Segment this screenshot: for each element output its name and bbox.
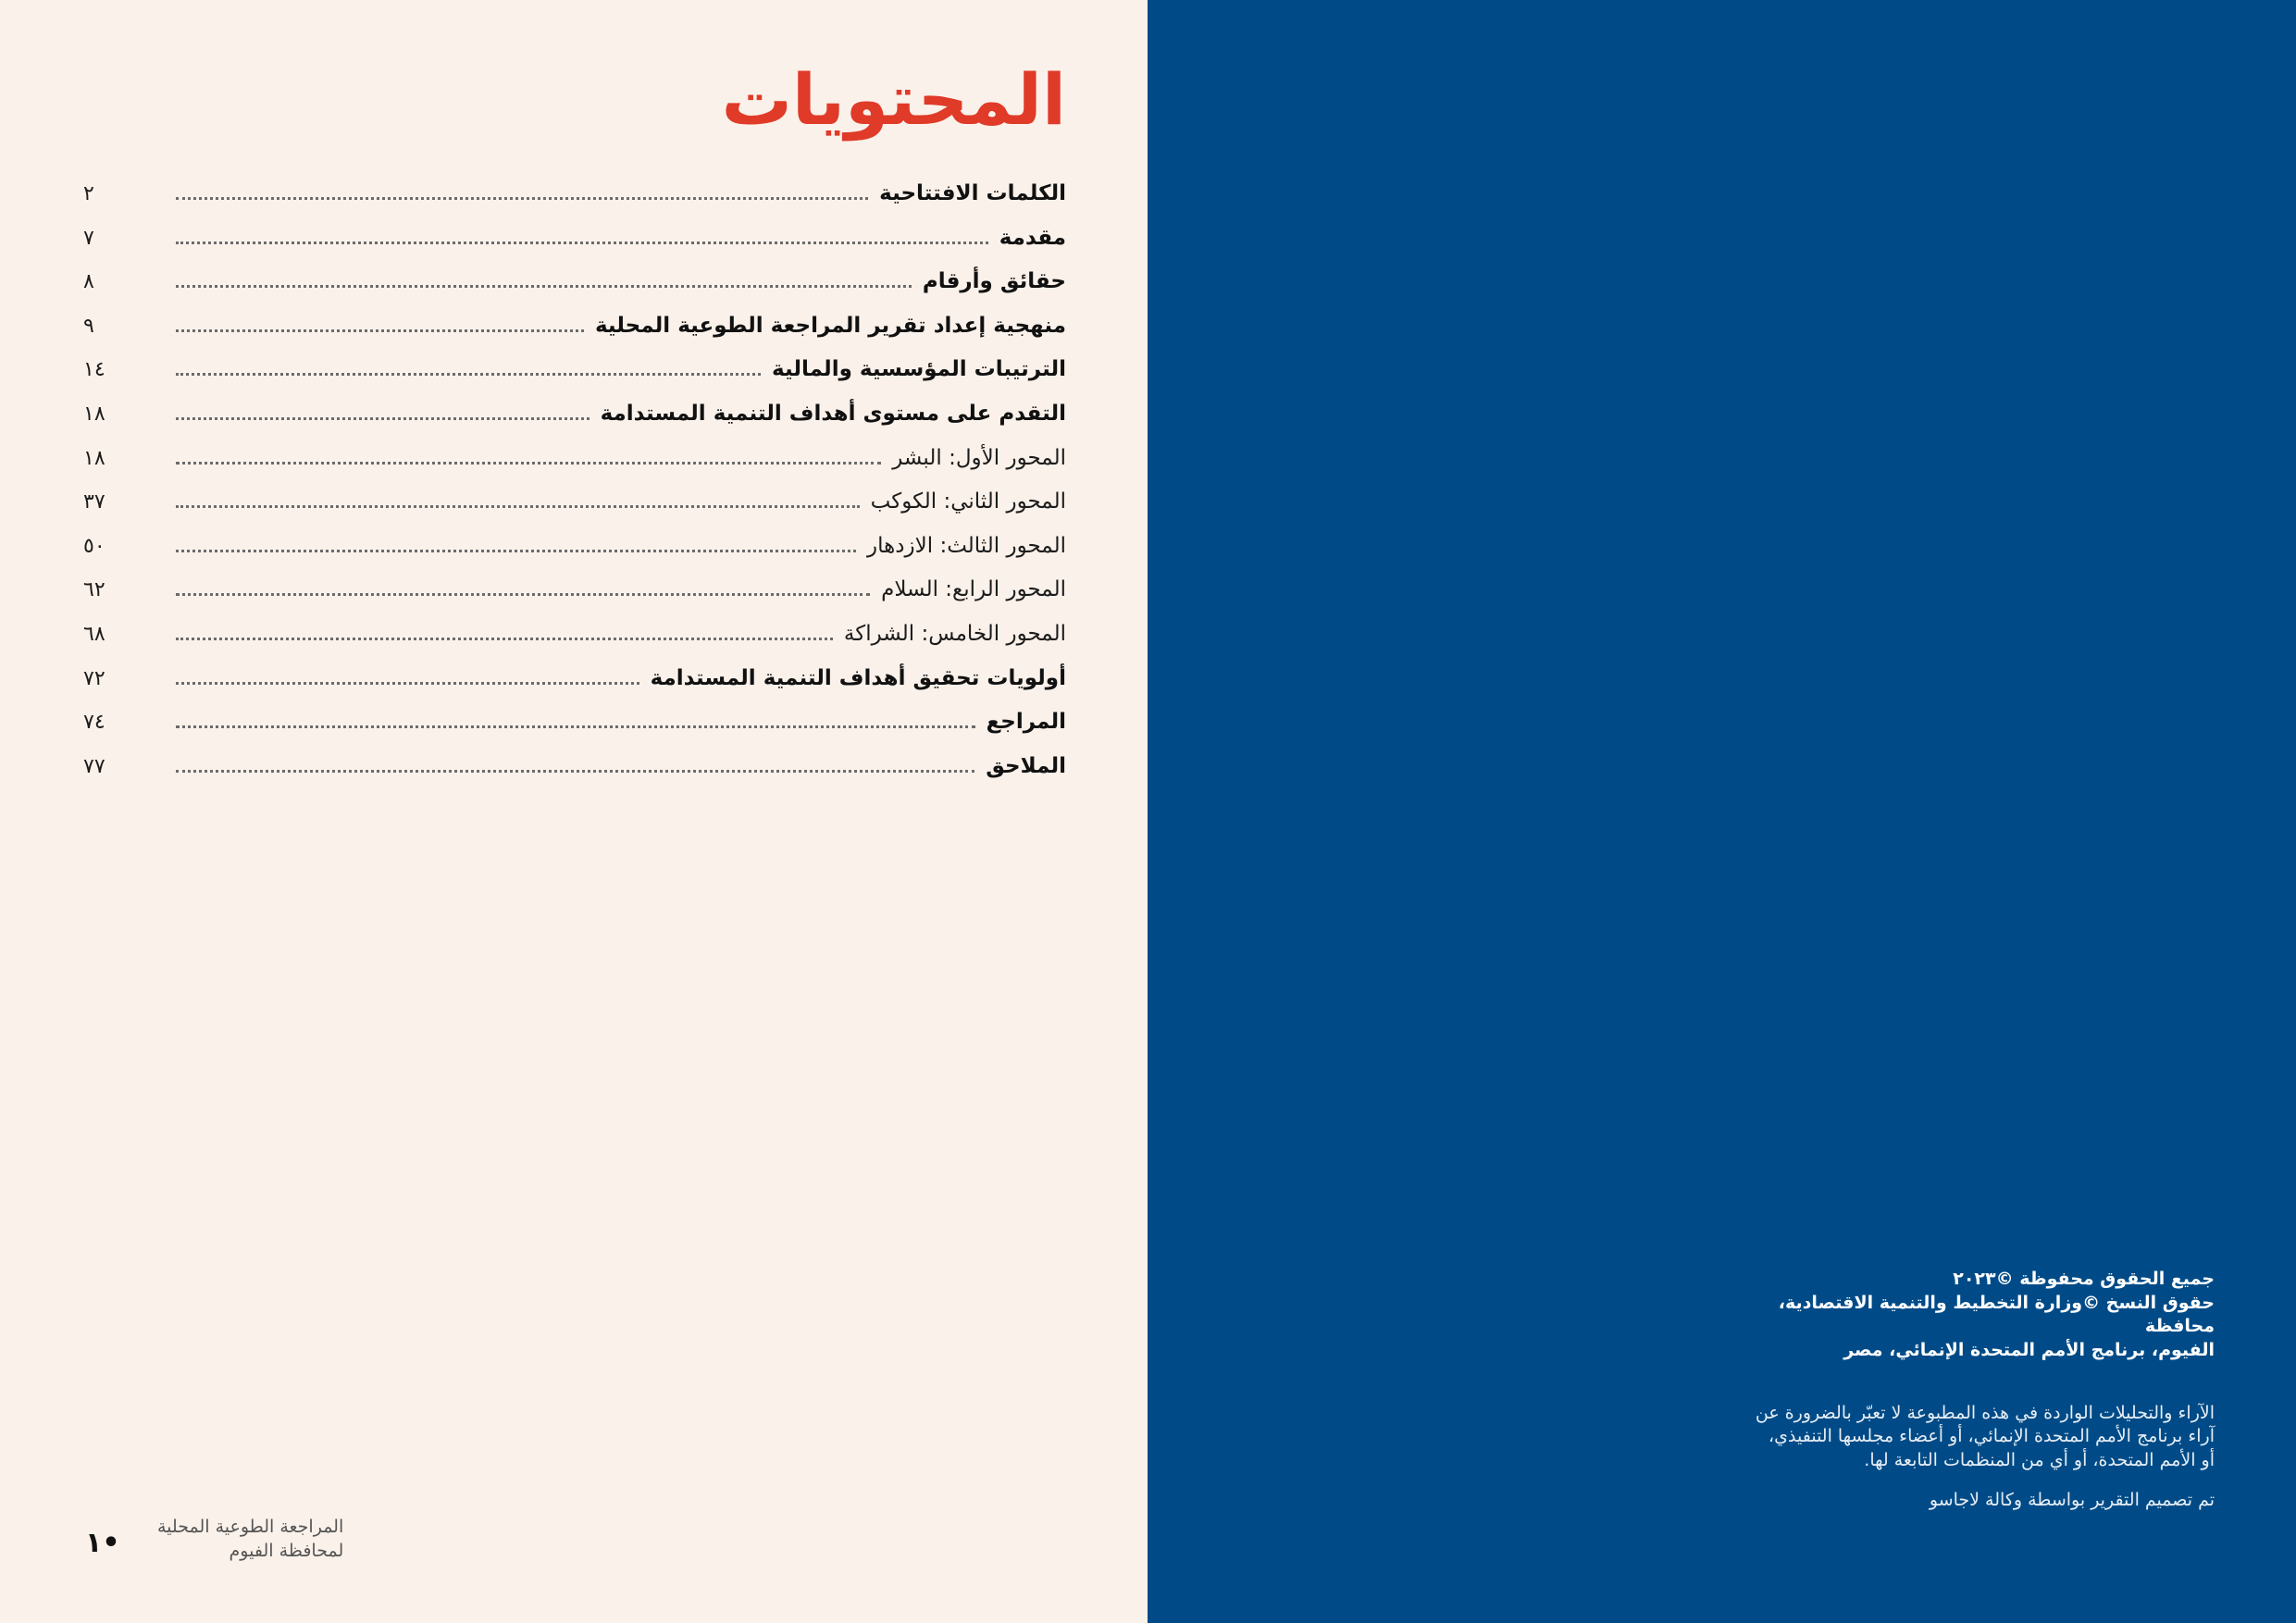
toc-entry-page: ٢ xyxy=(83,182,94,205)
toc-entry-label: التقدم على مستوى أهداف التنمية المستدامة xyxy=(600,401,1066,426)
page-number: ١• xyxy=(85,1527,120,1559)
rights-reserved: جميع الحقوق محفوظة ©٢٠٢٣ xyxy=(1953,1269,2215,1289)
toc-entry-page: ٧ xyxy=(83,226,94,250)
dot-leader xyxy=(176,417,590,420)
toc-entry[interactable] xyxy=(83,446,1066,490)
report-footer-label xyxy=(157,1516,343,1563)
toc-entry-label: منهجية إعداد تقرير المراجعة الطوعية المحلية xyxy=(594,313,1066,338)
dot-leader xyxy=(176,462,881,465)
toc-entry-page: ٧٤ xyxy=(83,711,105,735)
dot-leader xyxy=(176,197,868,200)
toc-entry[interactable] xyxy=(83,357,1066,402)
copyright-holders-1: حقوق النسخ ©وزارة التخطيط والتنمية الاقتصادية، محافظة xyxy=(1778,1292,2215,1337)
toc-entry-label: المحور الثالث: الازدهار xyxy=(867,533,1066,558)
disclaimer-text xyxy=(1733,1402,2215,1473)
toc-entry[interactable] xyxy=(83,226,1066,270)
dot-leader xyxy=(176,242,988,244)
toc-entry-page: ٩ xyxy=(83,314,94,338)
footer-line-1: المراجعة الطوعية المحلية xyxy=(157,1517,344,1537)
toc-entry-label: المحور الأول: البشر xyxy=(892,445,1066,470)
toc-entry-page: ٧٧ xyxy=(83,754,105,778)
contents-title: المحتويات xyxy=(721,58,1066,141)
toc-entry-label: الكلمات الافتتاحية xyxy=(879,181,1066,205)
dot-leader xyxy=(176,770,974,773)
toc-entry-page: ٣٧ xyxy=(83,490,105,514)
dot-leader xyxy=(176,505,860,508)
toc-entry-label: مقدمة xyxy=(999,225,1066,250)
toc-entry-label: المحور الخامس: الشراكة xyxy=(843,621,1066,646)
toc-entry-label: حقائق وأرقام xyxy=(922,269,1066,294)
toc-entry[interactable] xyxy=(83,577,1066,622)
toc-entry-label: المراجع xyxy=(986,710,1066,735)
disclaimer-line-2: آراء برنامج الأمم المتحدة الإنمائي، أو أعضاء مجلسها التنفيذي، xyxy=(1769,1426,2215,1447)
dot-leader xyxy=(176,550,856,552)
toc-entry[interactable] xyxy=(83,269,1066,314)
toc-entry-label: المحور الثاني: الكوكب xyxy=(870,489,1066,514)
toc-entry-page: ١٤ xyxy=(83,358,105,382)
footer-line-2: لمحافظة الفيوم xyxy=(229,1540,344,1561)
toc-entry[interactable] xyxy=(83,181,1066,226)
dot-leader xyxy=(176,329,584,332)
disclaimer-line-1: الآراء والتحليلات الواردة في هذه المطبوعة لا تعبّر بالضرورة عن xyxy=(1755,1402,2215,1423)
toc-entry-page: ١٨ xyxy=(83,446,105,470)
design-credit: تم تصميم التقرير بواسطة وكالة لاجاسو xyxy=(1929,1490,2215,1511)
toc-entry[interactable] xyxy=(83,622,1066,666)
toc-entry[interactable] xyxy=(83,534,1066,578)
contents-list xyxy=(83,181,1066,798)
toc-entry[interactable] xyxy=(83,402,1066,446)
dot-leader xyxy=(176,593,870,596)
toc-entry-page: ٦٢ xyxy=(83,578,105,602)
dot-leader xyxy=(176,682,639,685)
toc-entry-label: المحور الرابع: السلام xyxy=(881,577,1066,602)
toc-entry-page: ٧٢ xyxy=(83,666,105,690)
toc-entry-label: الملاحق xyxy=(986,753,1066,778)
toc-entry[interactable] xyxy=(83,314,1066,358)
copyright-page xyxy=(1148,0,2296,1623)
copyright-block xyxy=(1733,1268,2215,1513)
toc-entry-page: ١٨ xyxy=(83,402,105,426)
toc-entry-page: ٥٠ xyxy=(83,534,105,558)
dot-leader xyxy=(176,725,975,728)
disclaimer-line-3: أو الأمم المتحدة، أو أي من المنظمات التابعة لها. xyxy=(1864,1449,2215,1470)
dot-leader xyxy=(176,373,761,376)
toc-entry-label: أولويات تحقيق أهداف التنمية المستدامة xyxy=(650,665,1066,690)
toc-entry[interactable] xyxy=(83,754,1066,799)
dot-leader xyxy=(176,285,912,288)
dot-leader xyxy=(176,638,833,640)
toc-entry-label: الترتيبات المؤسسية والمالية xyxy=(772,357,1066,382)
toc-entry[interactable] xyxy=(83,666,1066,711)
copyright-holders-2: الفيوم، برنامج الأمم المتحدة الإنمائي، مصر xyxy=(1843,1339,2215,1360)
toc-entry-page: ٦٨ xyxy=(83,622,105,646)
toc-entry[interactable] xyxy=(83,489,1066,534)
toc-entry[interactable] xyxy=(83,710,1066,754)
toc-entry-page: ٨ xyxy=(83,270,94,294)
